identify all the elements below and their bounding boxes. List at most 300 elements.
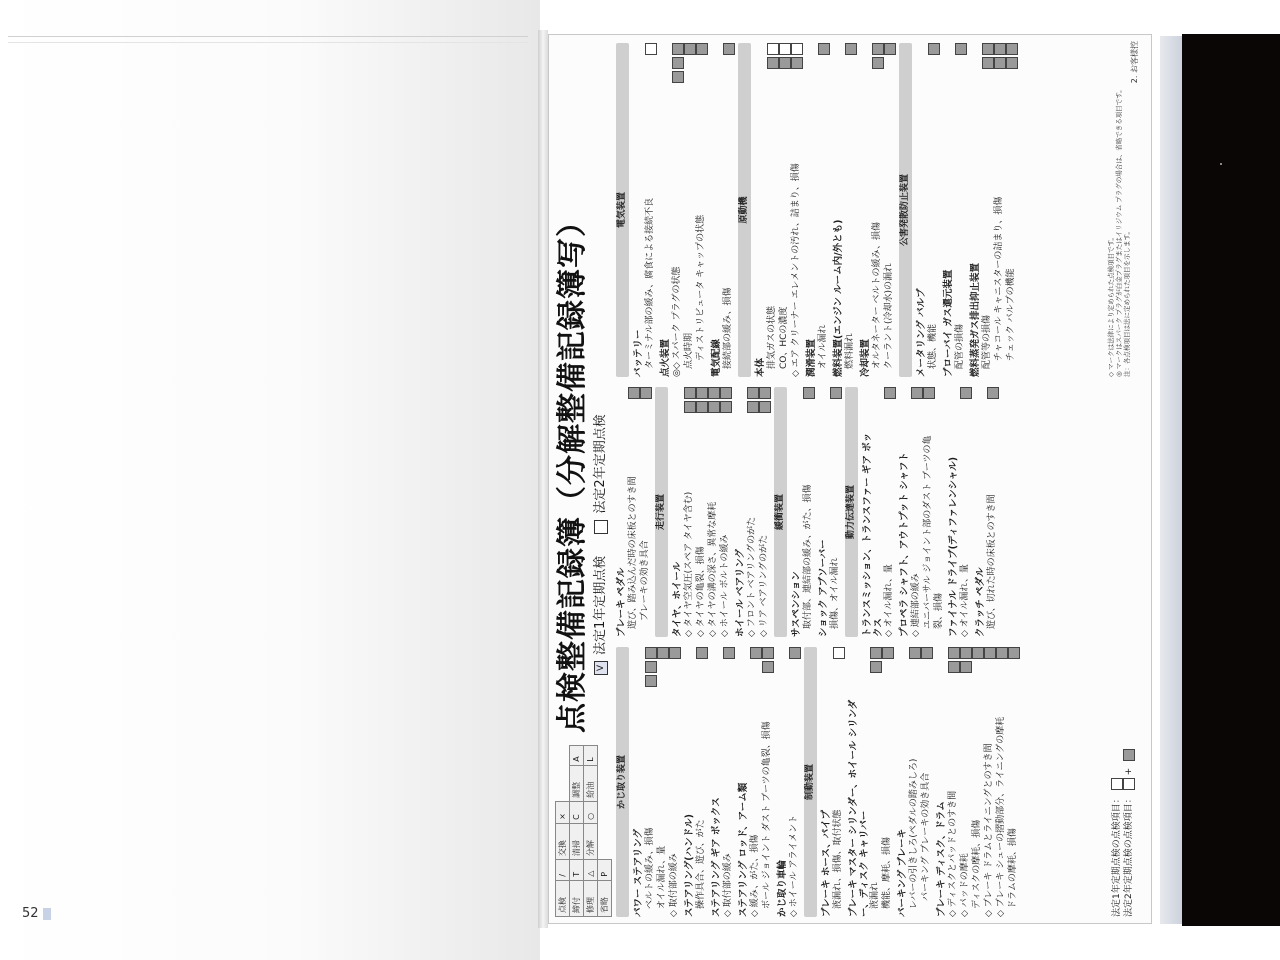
check-boxes: [645, 43, 656, 57]
check-item: [759, 387, 771, 637]
check-item: [645, 647, 657, 917]
record-checkbox[interactable]: [645, 647, 657, 659]
inspection-2yr[interactable]: [593, 414, 608, 533]
check-item: [1006, 43, 1018, 377]
item-group-heading: [735, 387, 747, 637]
check-item-label: ◇ 緩み、がた、損傷: [750, 834, 760, 917]
check-item-label: 操作具合、遊び、がた: [696, 819, 706, 909]
check-boxes: [884, 43, 895, 57]
item-group-heading: [970, 43, 982, 377]
check-boxes: [955, 43, 966, 57]
page-number: 52: [22, 906, 39, 921]
check-item-label: ◇ リア ベアリングのがた: [759, 534, 769, 637]
check-item: [747, 387, 759, 637]
record-checkbox[interactable]: [657, 647, 669, 659]
item-group-heading: [711, 647, 723, 917]
item-group-heading: [684, 647, 696, 917]
check-item: [696, 43, 708, 377]
check-boxes: [696, 43, 707, 57]
check-item: [762, 647, 774, 917]
section-heading: 電気装置: [616, 43, 629, 377]
check-item-label: ベルトの緩み、損傷: [645, 827, 655, 909]
legend-cell: ×: [556, 801, 570, 823]
check-item: [684, 43, 696, 377]
item-group-heading: [860, 43, 872, 377]
legend-cell: ○: [584, 801, 598, 823]
column-2: [613, 387, 999, 637]
record-checkbox[interactable]: [830, 387, 842, 399]
item-group-heading: [848, 647, 870, 917]
check-item: [789, 647, 801, 917]
check-item-label: 機能、摩耗、損傷: [882, 836, 892, 909]
check-item: [948, 647, 960, 917]
check-item-label: 取付部、連結部の緩み、がた、損傷: [803, 484, 813, 629]
check-item: [669, 647, 681, 917]
check-item-label: オイル漏れ、量: [657, 845, 667, 909]
check-item: [870, 647, 882, 917]
check-item-label: ◇ オイル漏れ、量: [884, 564, 894, 637]
check-item: [767, 43, 779, 377]
record-checkbox[interactable]: [645, 675, 657, 687]
check-item-label: クーラント(冷却水)の漏れ: [884, 262, 894, 369]
check-boxes: [628, 387, 639, 401]
check-item-label: オイル漏れ: [818, 324, 828, 369]
check-item-label: 状態、機能: [928, 323, 938, 369]
check-boxes: [830, 387, 841, 401]
record-checkbox[interactable]: [982, 57, 994, 69]
check-item-label: 液漏れ、損傷、取付状態: [833, 809, 843, 909]
check-item-label: ステアリング ギア ボックス: [711, 797, 722, 917]
item-group-heading: [777, 647, 789, 917]
check-item: [909, 647, 921, 917]
page-edge-line: [8, 42, 528, 43]
record-checkbox[interactable]: [833, 647, 845, 659]
record-checkbox[interactable]: [955, 43, 967, 55]
check-item: [791, 43, 803, 377]
check-item: [845, 43, 857, 377]
legend-cell: 締付: [570, 880, 584, 916]
section-heading: かじ取り装置: [616, 647, 629, 917]
record-checkbox[interactable]: [948, 661, 960, 673]
check-boxes: [845, 43, 856, 57]
item-group-heading: [899, 387, 911, 637]
record-checkbox[interactable]: [747, 387, 759, 399]
check-item: [882, 647, 894, 917]
check-item-label: ディスクの摩耗、損傷: [972, 819, 982, 909]
record-checkbox[interactable]: [779, 43, 791, 55]
check-item-label: ◇ タイヤ空気圧(スペア タイヤ含む): [684, 491, 694, 637]
check-boxes: [723, 647, 734, 661]
check-item-label: 燃料蒸発ガス排出抑止装置: [970, 262, 981, 377]
check-item-label: ◇ ホイール ボルトの緩み: [720, 534, 730, 637]
check-item: [928, 43, 940, 377]
record-checkbox[interactable]: [870, 647, 882, 659]
record-checkbox[interactable]: [789, 647, 801, 659]
check-item-label: 配管等の損傷: [982, 314, 992, 369]
check-item-label: ◇ タイヤの亀裂、損傷: [696, 546, 706, 637]
record-checkbox[interactable]: [750, 647, 762, 659]
record-checkbox[interactable]: [696, 43, 708, 55]
check-item: [921, 647, 933, 917]
check-boxes: [960, 387, 971, 401]
check-boxes: [960, 647, 971, 675]
record-checkbox[interactable]: [884, 387, 896, 399]
check-boxes: [762, 647, 773, 675]
check-boxes: [1006, 43, 1017, 71]
check-item-label: ◇ ブレーキ ドラムとライニングとのすき間: [984, 743, 994, 917]
record-checkbox[interactable]: [696, 647, 708, 659]
item-group-heading: [806, 43, 818, 377]
item-group-heading: [897, 647, 909, 917]
bottom-legend-1yr-label: 法定1年定期点検の点検項目：: [1112, 794, 1122, 917]
check-item: [720, 387, 732, 637]
check-item: [923, 387, 945, 637]
inspection-1yr-checkbox[interactable]: V: [594, 661, 608, 675]
check-boxes: [672, 43, 683, 85]
check-item-label: 電気配線: [711, 338, 722, 377]
check-item-label: ブレーキ ディスク、ドラム: [936, 801, 947, 917]
section-heading: 動力伝達装置: [845, 387, 858, 637]
legend-cell: 点検: [556, 880, 570, 916]
check-item-label: パワー ステアリング: [633, 828, 644, 917]
check-boxes: [884, 387, 895, 401]
record-checkbox[interactable]: [779, 57, 791, 69]
column-3: [613, 43, 1018, 377]
record-checkbox[interactable]: [818, 43, 830, 55]
record-checkbox[interactable]: [720, 401, 732, 413]
check-item-label: 本体: [755, 357, 766, 377]
section-heading: 原動機: [738, 43, 751, 377]
check-item: [911, 387, 923, 637]
legend-cell: 修理: [584, 880, 598, 916]
check-boxes: [669, 647, 680, 661]
check-boxes: [684, 387, 695, 415]
record-checkbox[interactable]: [923, 387, 935, 399]
record-checkbox[interactable]: [982, 43, 994, 55]
item-group-heading: [936, 647, 948, 917]
item-group-heading: [660, 43, 672, 377]
check-item: [628, 387, 640, 637]
record-checkbox[interactable]: [708, 401, 720, 413]
legend-cell: 給油: [584, 765, 598, 801]
check-item-label: ユニバーサル ジョイント部のダスト ブーツの亀裂、損傷: [923, 435, 944, 629]
check-item: [972, 647, 984, 917]
record-checkbox[interactable]: [921, 647, 933, 659]
check-item: [994, 43, 1006, 377]
check-boxes: [789, 647, 800, 661]
record-checkbox[interactable]: [645, 661, 657, 673]
record-checkbox[interactable]: [996, 647, 1008, 659]
record-checkbox[interactable]: [911, 387, 923, 399]
record-checkbox[interactable]: [1006, 57, 1018, 69]
inspection-type-row: [593, 396, 609, 675]
item-group-heading: [862, 387, 884, 637]
check-item-label: 冷却装置: [860, 338, 871, 377]
check-item: [1008, 647, 1020, 917]
record-checkbox[interactable]: [762, 647, 774, 659]
check-boxes: [759, 387, 770, 415]
record-checkbox[interactable]: [872, 57, 884, 69]
section-heading: 公害発散防止装置: [899, 43, 912, 377]
section-heading: 走行装置: [655, 387, 668, 637]
check-boxes: [923, 387, 934, 401]
check-item: [872, 43, 884, 377]
check-item: [960, 387, 972, 637]
mark-legend-table: [555, 745, 612, 917]
legend-cell: 省略: [598, 880, 612, 916]
check-item-label: ドラムの摩耗、損傷: [1008, 828, 1018, 909]
record-checkbox[interactable]: [708, 387, 720, 399]
record-checkbox[interactable]: [960, 647, 972, 659]
legend-cell: 清掃: [570, 823, 584, 859]
record-checkbox[interactable]: [791, 43, 803, 55]
record-checkbox[interactable]: [984, 647, 996, 659]
check-boxes: [708, 387, 719, 415]
record-checkbox[interactable]: [845, 43, 857, 55]
legend-cell: L: [584, 746, 598, 766]
check-item-label: 液漏れ: [870, 881, 880, 909]
record-checkbox[interactable]: [696, 401, 708, 413]
item-group-heading: [833, 43, 845, 377]
legend-cell: /: [556, 860, 570, 881]
record-checkbox[interactable]: [723, 43, 735, 55]
record-checkbox[interactable]: [696, 387, 708, 399]
check-item-label: ステアリング(ハンドル): [684, 814, 695, 917]
page-marker: [43, 908, 51, 920]
check-boxes: [984, 647, 995, 661]
bottom-legend: [1111, 749, 1135, 917]
record-checkbox[interactable]: [767, 43, 779, 55]
check-boxes: [818, 43, 829, 57]
record-checkbox[interactable]: [960, 661, 972, 673]
item-group-heading: [633, 647, 645, 917]
record-checkbox[interactable]: [759, 387, 771, 399]
check-item-label: ◇ オイル漏れ、量: [960, 564, 970, 637]
record-checkbox[interactable]: [872, 43, 884, 55]
check-item: [818, 43, 830, 377]
record-checkbox[interactable]: [1008, 647, 1020, 659]
check-boxes: [994, 43, 1005, 71]
item-group-heading: [916, 43, 928, 377]
item-group-heading: [711, 43, 723, 377]
record-checkbox[interactable]: [747, 401, 759, 413]
dark-background: [1182, 34, 1280, 926]
legend-row: [556, 746, 570, 917]
inspection-1yr[interactable]: [593, 552, 608, 675]
record-checkbox[interactable]: [791, 57, 803, 69]
check-item-label: CO、HCの濃度: [779, 306, 789, 369]
record-checkbox[interactable]: [882, 647, 894, 659]
check-item: [833, 647, 845, 917]
check-item: [645, 43, 657, 377]
check-item: [996, 647, 1008, 917]
record-checkbox[interactable]: [803, 387, 815, 399]
check-item-label: ブレーキ マスター シリンダー、ホイール シリンダー、ディスク キャリパー: [848, 699, 870, 917]
check-item: [982, 43, 994, 377]
check-boxes: [750, 647, 761, 661]
check-item-label: かじ取り車輪: [777, 859, 788, 917]
check-boxes: [791, 43, 802, 71]
legend-cell: 分解: [584, 823, 598, 859]
record-checkbox[interactable]: [669, 647, 681, 659]
check-boxes: [767, 43, 778, 71]
record-checkbox[interactable]: [948, 647, 960, 659]
record-checkbox[interactable]: [720, 387, 732, 399]
check-item-label: ◇ 取付部の緩み: [723, 853, 733, 917]
footnote-line: 注：各点検項目は法に定められた項目を示します。: [1123, 228, 1131, 377]
inspection-2yr-label: 法定2年定期点検: [593, 414, 608, 514]
check-item-label: 点火時期: [684, 332, 694, 369]
check-boxes: [996, 647, 1007, 661]
legend-box: [1111, 778, 1123, 790]
check-item-label: 損傷、オイル漏れ: [830, 557, 840, 629]
check-item-label: ターミナル部の緩み、腐食による接続不良: [645, 197, 655, 369]
check-boxes: [909, 647, 920, 661]
check-item: [984, 647, 996, 917]
record-checkbox[interactable]: [1006, 43, 1018, 55]
legend-cell: P: [598, 860, 612, 881]
check-item: [640, 387, 652, 637]
dust-speck: [1220, 163, 1222, 165]
record-checkbox[interactable]: [928, 43, 940, 55]
check-boxes: [872, 43, 883, 71]
check-item: [779, 43, 791, 377]
record-checkbox[interactable]: [994, 57, 1006, 69]
check-item-label: 点火装置: [660, 338, 671, 377]
check-item-label: ブレーキの効き具合: [640, 540, 650, 621]
record-checkbox[interactable]: [628, 387, 640, 399]
check-item-label: 遊び、切れた時の床板とのすき間: [987, 494, 997, 629]
check-item: [657, 647, 669, 917]
legend-row: [584, 746, 598, 917]
record-checkbox[interactable]: [684, 387, 696, 399]
item-group-heading: [633, 43, 645, 377]
check-item-label: ディストリビュータ キャップの状態: [696, 214, 706, 361]
item-group-heading: [738, 647, 750, 917]
check-boxes: [982, 43, 993, 71]
record-checkbox[interactable]: [884, 43, 896, 55]
item-group-heading: [616, 387, 628, 637]
item-group-heading: [948, 387, 960, 637]
check-boxes: [911, 387, 922, 401]
check-item-label: 配管の損傷: [955, 323, 965, 369]
check-item: [672, 43, 684, 377]
record-checkbox[interactable]: [645, 43, 657, 55]
record-checkbox[interactable]: [759, 401, 771, 413]
legend-row: [598, 746, 612, 917]
record-checkbox[interactable]: [972, 647, 984, 659]
record-checkbox[interactable]: [684, 401, 696, 413]
check-boxes: [720, 387, 731, 415]
check-item: [955, 43, 967, 377]
check-item: [803, 387, 815, 637]
check-item: [830, 387, 842, 637]
legend-box: [1123, 749, 1135, 761]
check-item: [884, 43, 896, 377]
legend-cell: A: [570, 746, 584, 766]
item-group-heading: [755, 43, 767, 377]
check-item-label: パーキング ブレーキの効き具合: [921, 772, 931, 901]
check-item: [987, 387, 999, 637]
legend-row: [570, 746, 584, 917]
record-checkbox[interactable]: [767, 57, 779, 69]
check-item-label: ◇ フロント ベアリングのがた: [747, 516, 757, 637]
check-item-label: ファイナル ドライブ(ディファレンシャル): [948, 456, 959, 637]
check-item-label: オルタネーター ベルトの緩み、損傷: [872, 221, 882, 369]
check-item-label: 燃料装置(エンジン ルーム内/外とも): [833, 219, 844, 377]
record-checkbox[interactable]: [723, 647, 735, 659]
check-boxes: [640, 387, 651, 401]
check-boxes: [657, 647, 668, 661]
check-item-label: 排気ガスの状態: [767, 305, 777, 369]
record-checkbox[interactable]: [994, 43, 1006, 55]
check-item-label: ブローバイ ガス還元装置: [943, 269, 954, 377]
check-item-label: ◇ ブレーキ シューの摺動部分、ライニングの摩耗: [996, 716, 1006, 917]
inspection-1yr-label: 法定1年定期点検: [593, 555, 608, 655]
check-item: [960, 647, 972, 917]
check-item-label: ◇ 取付部の緩み: [669, 853, 679, 917]
record-checkbox[interactable]: [640, 387, 652, 399]
record-checkbox[interactable]: [672, 57, 684, 69]
record-checkbox[interactable]: [960, 387, 972, 399]
footnotes: [1107, 47, 1131, 377]
record-checkbox[interactable]: [909, 647, 921, 659]
check-item: [750, 647, 762, 917]
check-item: [708, 387, 720, 637]
record-checkbox[interactable]: [987, 387, 999, 399]
check-item-label: トランスミッション、トランスファー ギア ボックス: [862, 432, 884, 637]
inspection-2yr-checkbox[interactable]: [594, 520, 608, 534]
check-boxes: [696, 647, 707, 661]
record-checkbox[interactable]: [672, 43, 684, 55]
check-boxes: [779, 43, 790, 71]
check-boxes: [882, 647, 893, 661]
check-boxes: [684, 43, 695, 57]
check-item-label: バッテリー: [633, 329, 644, 377]
check-item-label: ◇ ホイール アライメント: [789, 814, 799, 917]
check-item: [884, 387, 896, 637]
check-item-label: ◇ パッドの摩耗: [960, 853, 970, 917]
check-boxes: [1008, 647, 1019, 661]
check-item-label: ショック アブソーバー: [818, 539, 829, 637]
legend-cell: C: [570, 801, 584, 823]
left-blank-page: [0, 0, 540, 960]
check-item-label: レバーの引きしろ(ペダルの踏みしろ): [909, 758, 919, 909]
check-boxes: [696, 387, 707, 415]
copy-label: 2. お客様控: [1130, 41, 1139, 84]
column-1: [613, 647, 1020, 917]
check-item-label: サスペンション: [791, 571, 802, 637]
check-item-label: 潤滑装置: [806, 338, 817, 377]
page-edge-strip: [1160, 36, 1182, 924]
check-item-label: ◎◇ スパーク プラグの状態: [672, 266, 682, 377]
record-checkbox[interactable]: [870, 661, 882, 673]
check-item-label: チェック バルブの機能: [1006, 268, 1016, 361]
record-checkbox[interactable]: [762, 661, 774, 673]
bottom-legend-1yr: [1111, 749, 1123, 917]
footnote-line: ◇ マークは法律により定められた点検項目です。: [1107, 233, 1115, 377]
legend-cell: 交換: [556, 823, 570, 859]
check-item-label: パーキング ブレーキ: [897, 828, 908, 917]
item-group-heading: [818, 387, 830, 637]
check-item: [723, 43, 735, 377]
record-checkbox[interactable]: [672, 71, 684, 83]
footnote-line: ◎ マークはスパーク プラグが白金プラグまたはイリジウム プラグの場合は、省略できる項目です。: [1115, 86, 1123, 377]
record-checkbox[interactable]: [684, 43, 696, 55]
item-group-heading: [791, 387, 803, 637]
check-boxes: [723, 43, 734, 57]
check-boxes: [645, 647, 656, 689]
